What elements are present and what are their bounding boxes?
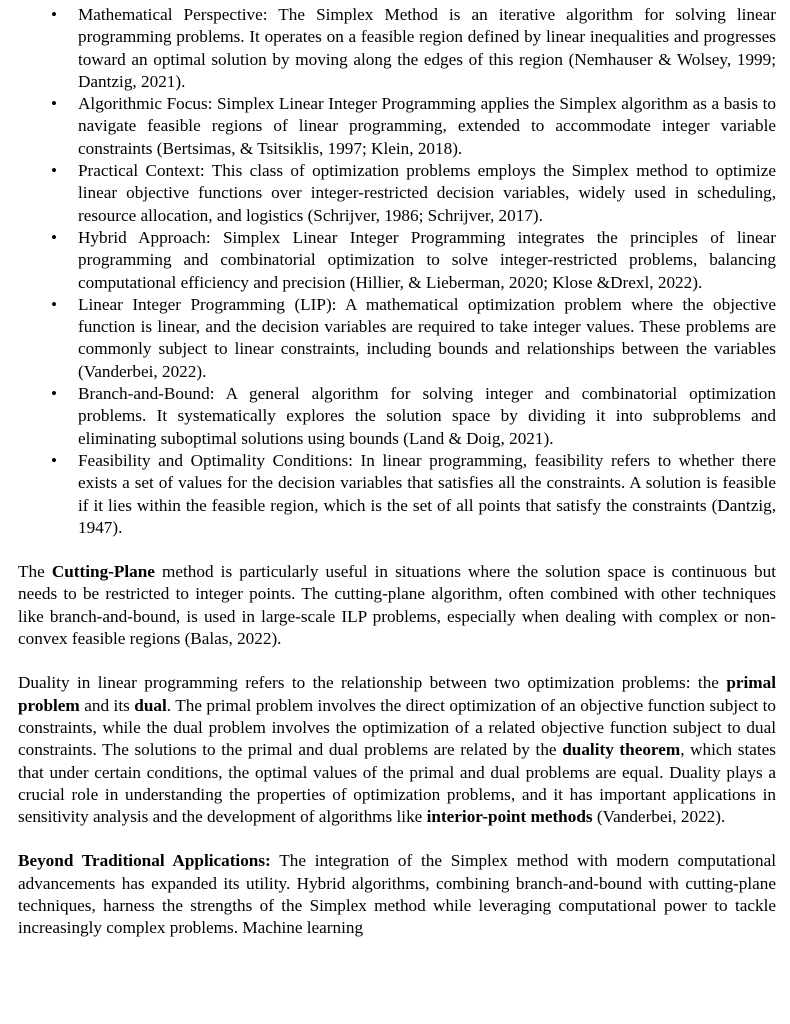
- paragraph-text: . The primal problem involves the direct optimization of an objective function subject to constraints, while the dual problem involves the optimization of a related objective function subject to dual constraints. The solutions to the primal and dual problems are related by the: [18, 695, 776, 760]
- bullet-marker: •: [51, 94, 58, 114]
- bullet-marker: •: [51, 5, 58, 24]
- bullet-text: Mathematical Perspective: The Simplex Method is an iterative algorithm for solving linear programming problems. It operates on a feasible region defined by linear inequalities and progresses toward an optimal solution by moving along the edges of this region (Nemhauser & Wolsey, 1999; Dantzig, 2021).: [78, 5, 776, 91]
- bullet-item: [18, 227, 776, 294]
- bullet-text: Algorithmic Focus: Simplex Linear Integer Programming applies the Simplex algorithm as a basis to navigate feasible regions of linear programming, extended to accommodate integer variable constraints (Bertsimas, & Tsitsiklis, 1997; Klein, 2018).: [78, 94, 776, 158]
- duality-paragraph: [18, 672, 776, 828]
- bold-term: duality theorem: [562, 740, 681, 760]
- beyond-applications-paragraph: [18, 850, 776, 939]
- bullet-item: [18, 383, 776, 450]
- paragraph-text: (Vanderbei, 2022).: [592, 807, 726, 827]
- bullet-text: Hybrid Approach: Simplex Linear Integer Programming integrates the principles of linear programming and combinatorial optimization to solve integer-restricted problems, balancing computational efficiency and precision (Hillier, & Lieberman, 2020; Klose &Drexl, 2022).: [78, 227, 776, 292]
- bold-term: primal problem: [18, 673, 776, 715]
- paragraph-text: method is particularly useful in situations where the solution space is continuous but needs to be restricted to integer points. The cutting-plane algorithm, often combined with other techniques like branch-and-bound, is used in large-scale ILP problems, especially when dealing with complex or non-convex feasible regions (Balas, 2022).: [18, 562, 776, 649]
- paragraph-text: The integration of the Simplex method with modern computational advancements has expanded its utility. Hybrid algorithms, combining branch-and-bound with cutting-plane techniques, harness the strengths of the Simplex method while leveraging computational power to tackle increasingly complex problems. Machine learning: [18, 851, 776, 938]
- bullet-item: [18, 93, 776, 160]
- paragraph-text: The: [18, 562, 52, 582]
- bullet-marker: •: [51, 161, 58, 181]
- bullet-item: [18, 294, 776, 383]
- bullet-marker: •: [51, 384, 58, 404]
- bold-term: dual: [134, 695, 167, 715]
- bullet-text: Branch-and-Bound: A general algorithm for solving integer and combinatorial optimization problems. It systematically explores the solution space by dividing it into subproblems and eliminating suboptimal solutions using bounds (Land & Doig, 2021).: [78, 384, 776, 448]
- bullet-text: Practical Context: This class of optimization problems employs the Simplex method to optimize linear objective functions over integer-restricted decision variables, widely used in scheduling, resource allocation, and logistics (Schrijver, 1986; Schrijver, 2017).: [78, 161, 776, 225]
- section-lead-heading: Beyond Traditional Applications:: [18, 851, 271, 871]
- bullet-marker: •: [51, 294, 58, 314]
- bullet-item: [18, 160, 776, 227]
- bold-term: Cutting-Plane: [51, 562, 155, 582]
- bullet-text: Feasibility and Optimality Conditions: In linear programming, feasibility refers to whether there exists a set of values for the decision variables that satisfies all the constraints. A solution is feasible if it lies within the feasible region, which is the set of all points that satisfy the constraints (Dantzig, 1947).: [78, 450, 776, 537]
- bullet-item: [18, 450, 776, 539]
- bullet-marker: •: [51, 450, 58, 470]
- paragraph-text: Duality in linear programming refers to the relationship between two optimization problems: the: [18, 673, 727, 693]
- bullet-item: [18, 4, 776, 93]
- bold-term: interior-point methods: [426, 807, 593, 827]
- bullet-marker: •: [51, 227, 58, 247]
- paragraph-text: , which states that under certain conditions, the optimal values of the primal and dual problems are equal. Duality plays a crucial role in understanding the properties of optimization problems, and it has important applications in sensitivity analysis and the development of algorithms like: [18, 740, 776, 827]
- bullet-text: Linear Integer Programming (LIP): A mathematical optimization problem where the objective function is linear, and the decision variables are required to take integer values. These problems are commonly subject to linear constraints, including bounds and relationships between the variables (Vanderbei, 2022).: [78, 294, 776, 381]
- cutting-plane-paragraph: [18, 561, 776, 650]
- paragraph-text: and its: [79, 695, 135, 715]
- definition-bullet-list: [18, 4, 776, 539]
